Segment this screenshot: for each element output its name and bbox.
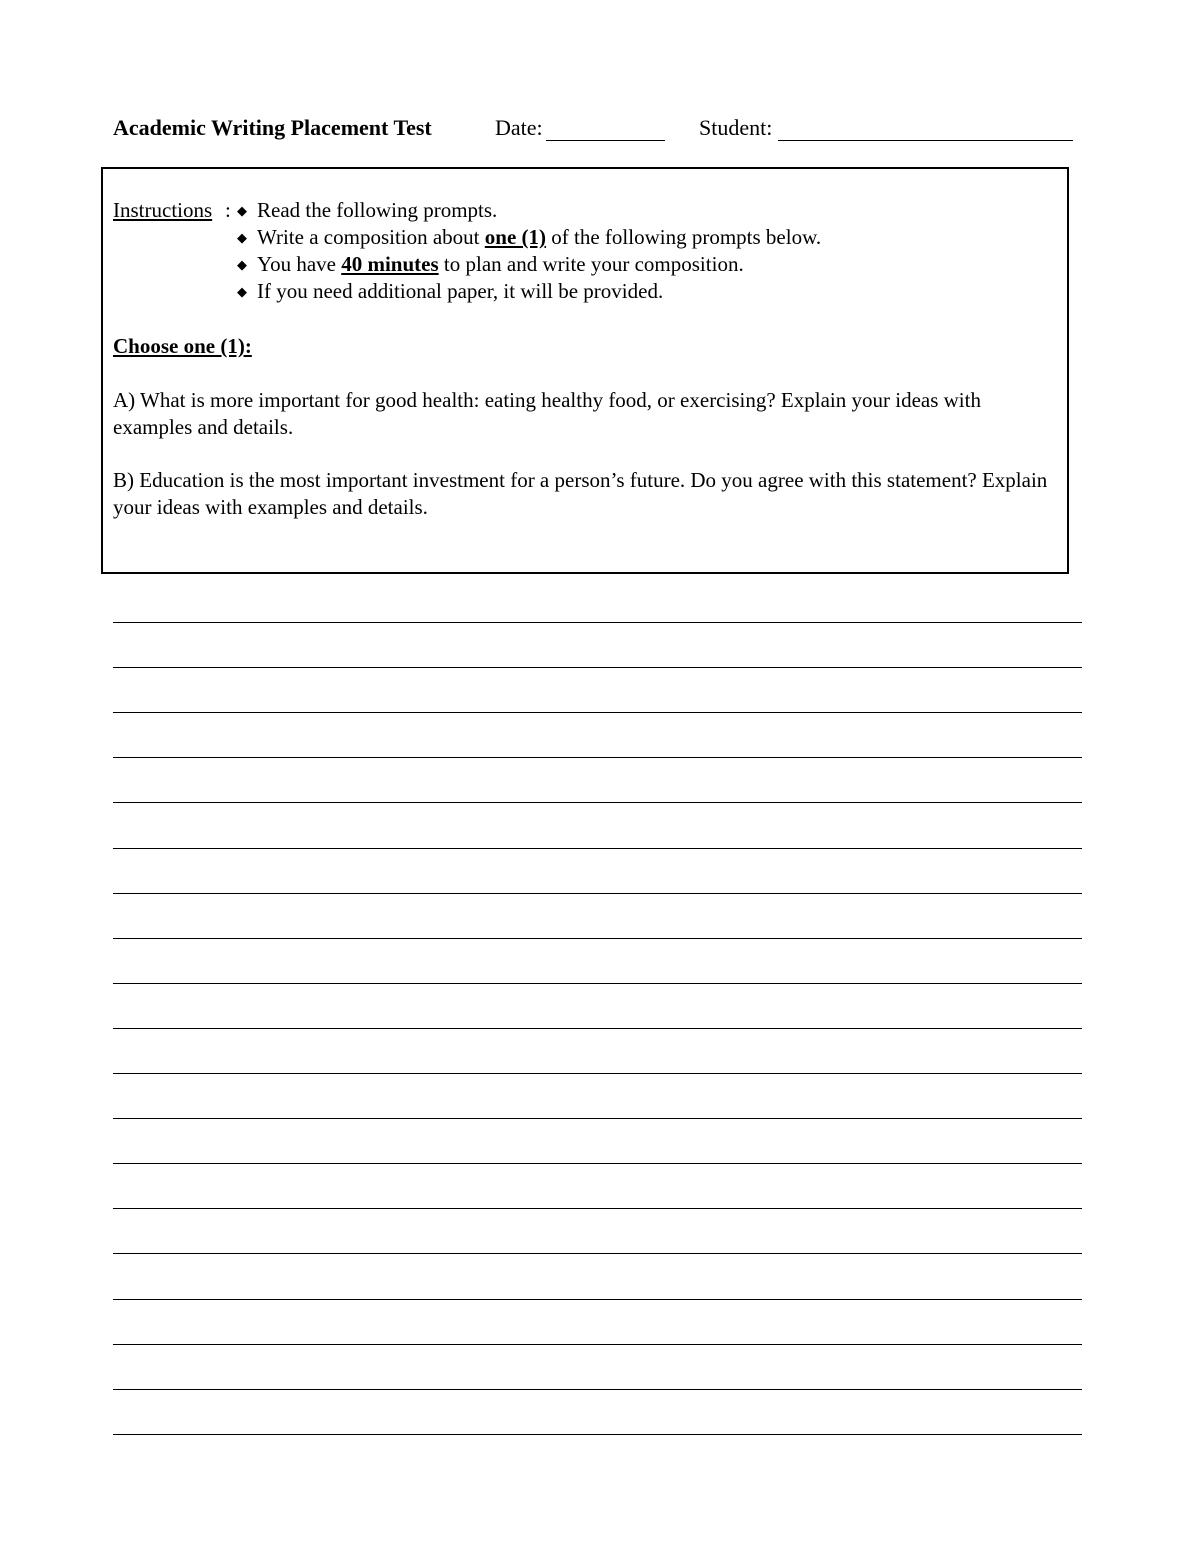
writing-line[interactable] — [113, 667, 1082, 668]
writing-line[interactable] — [113, 848, 1082, 849]
instruction-text: Read the following prompts. — [257, 198, 498, 222]
writing-line[interactable] — [113, 712, 1082, 713]
instructions-list — [237, 197, 821, 305]
instruction-text: You have — [257, 252, 342, 276]
instruction-item — [237, 224, 821, 251]
instruction-text: to plan and write your composition. — [438, 252, 744, 276]
writing-line[interactable] — [113, 893, 1082, 894]
writing-line[interactable] — [113, 1253, 1082, 1254]
diamond-bullet-icon: ◆ — [237, 230, 247, 245]
instructions-colon: : — [225, 198, 231, 222]
instructions-label: Instructions — [113, 198, 213, 222]
writing-line[interactable] — [113, 1208, 1082, 1209]
student-name-field[interactable] — [778, 140, 1073, 141]
instructions-box — [101, 167, 1069, 574]
writing-line[interactable] — [113, 1163, 1082, 1164]
student-label: Student: — [699, 115, 773, 140]
writing-line[interactable] — [113, 1118, 1082, 1119]
page-title: Academic Writing Placement Test — [113, 115, 432, 140]
instruction-emphasis: one (1) — [484, 225, 547, 249]
writing-line[interactable] — [113, 802, 1082, 803]
writing-line[interactable] — [113, 757, 1082, 758]
writing-line[interactable] — [113, 1344, 1082, 1345]
diamond-bullet-icon: ◆ — [237, 257, 247, 272]
instruction-text: of the following prompts below. — [546, 225, 822, 249]
instruction-item — [237, 278, 821, 305]
date-label: Date: — [495, 115, 543, 140]
writing-line[interactable] — [113, 938, 1082, 939]
writing-line[interactable] — [113, 983, 1082, 984]
writing-line[interactable] — [113, 1073, 1082, 1074]
writing-line[interactable] — [113, 1028, 1082, 1029]
writing-line[interactable] — [113, 1389, 1082, 1390]
choose-heading: Choose one (1): — [113, 334, 252, 358]
writing-line[interactable] — [113, 622, 1082, 623]
instruction-text: Write a composition about — [257, 225, 485, 249]
page-header — [113, 112, 1078, 146]
date-field[interactable] — [546, 140, 665, 141]
diamond-bullet-icon: ◆ — [237, 203, 247, 218]
writing-line[interactable] — [113, 1299, 1082, 1300]
instruction-item — [237, 251, 821, 278]
diamond-bullet-icon: ◆ — [237, 284, 247, 299]
instruction-text: If you need additional paper, it will be provided. — [257, 279, 664, 303]
instruction-item — [237, 197, 821, 224]
instruction-emphasis: 40 minutes — [341, 252, 439, 276]
prompt-a: A) What is more important for good health: eating healthy food, or exercising? Explain your ideas with examples and details. — [113, 388, 981, 439]
prompt-b: B) Education is the most important investment for a person’s future. Do you agree with this statement? Explain your ideas with examples and details. — [113, 468, 1048, 519]
writing-line[interactable] — [113, 1434, 1082, 1435]
